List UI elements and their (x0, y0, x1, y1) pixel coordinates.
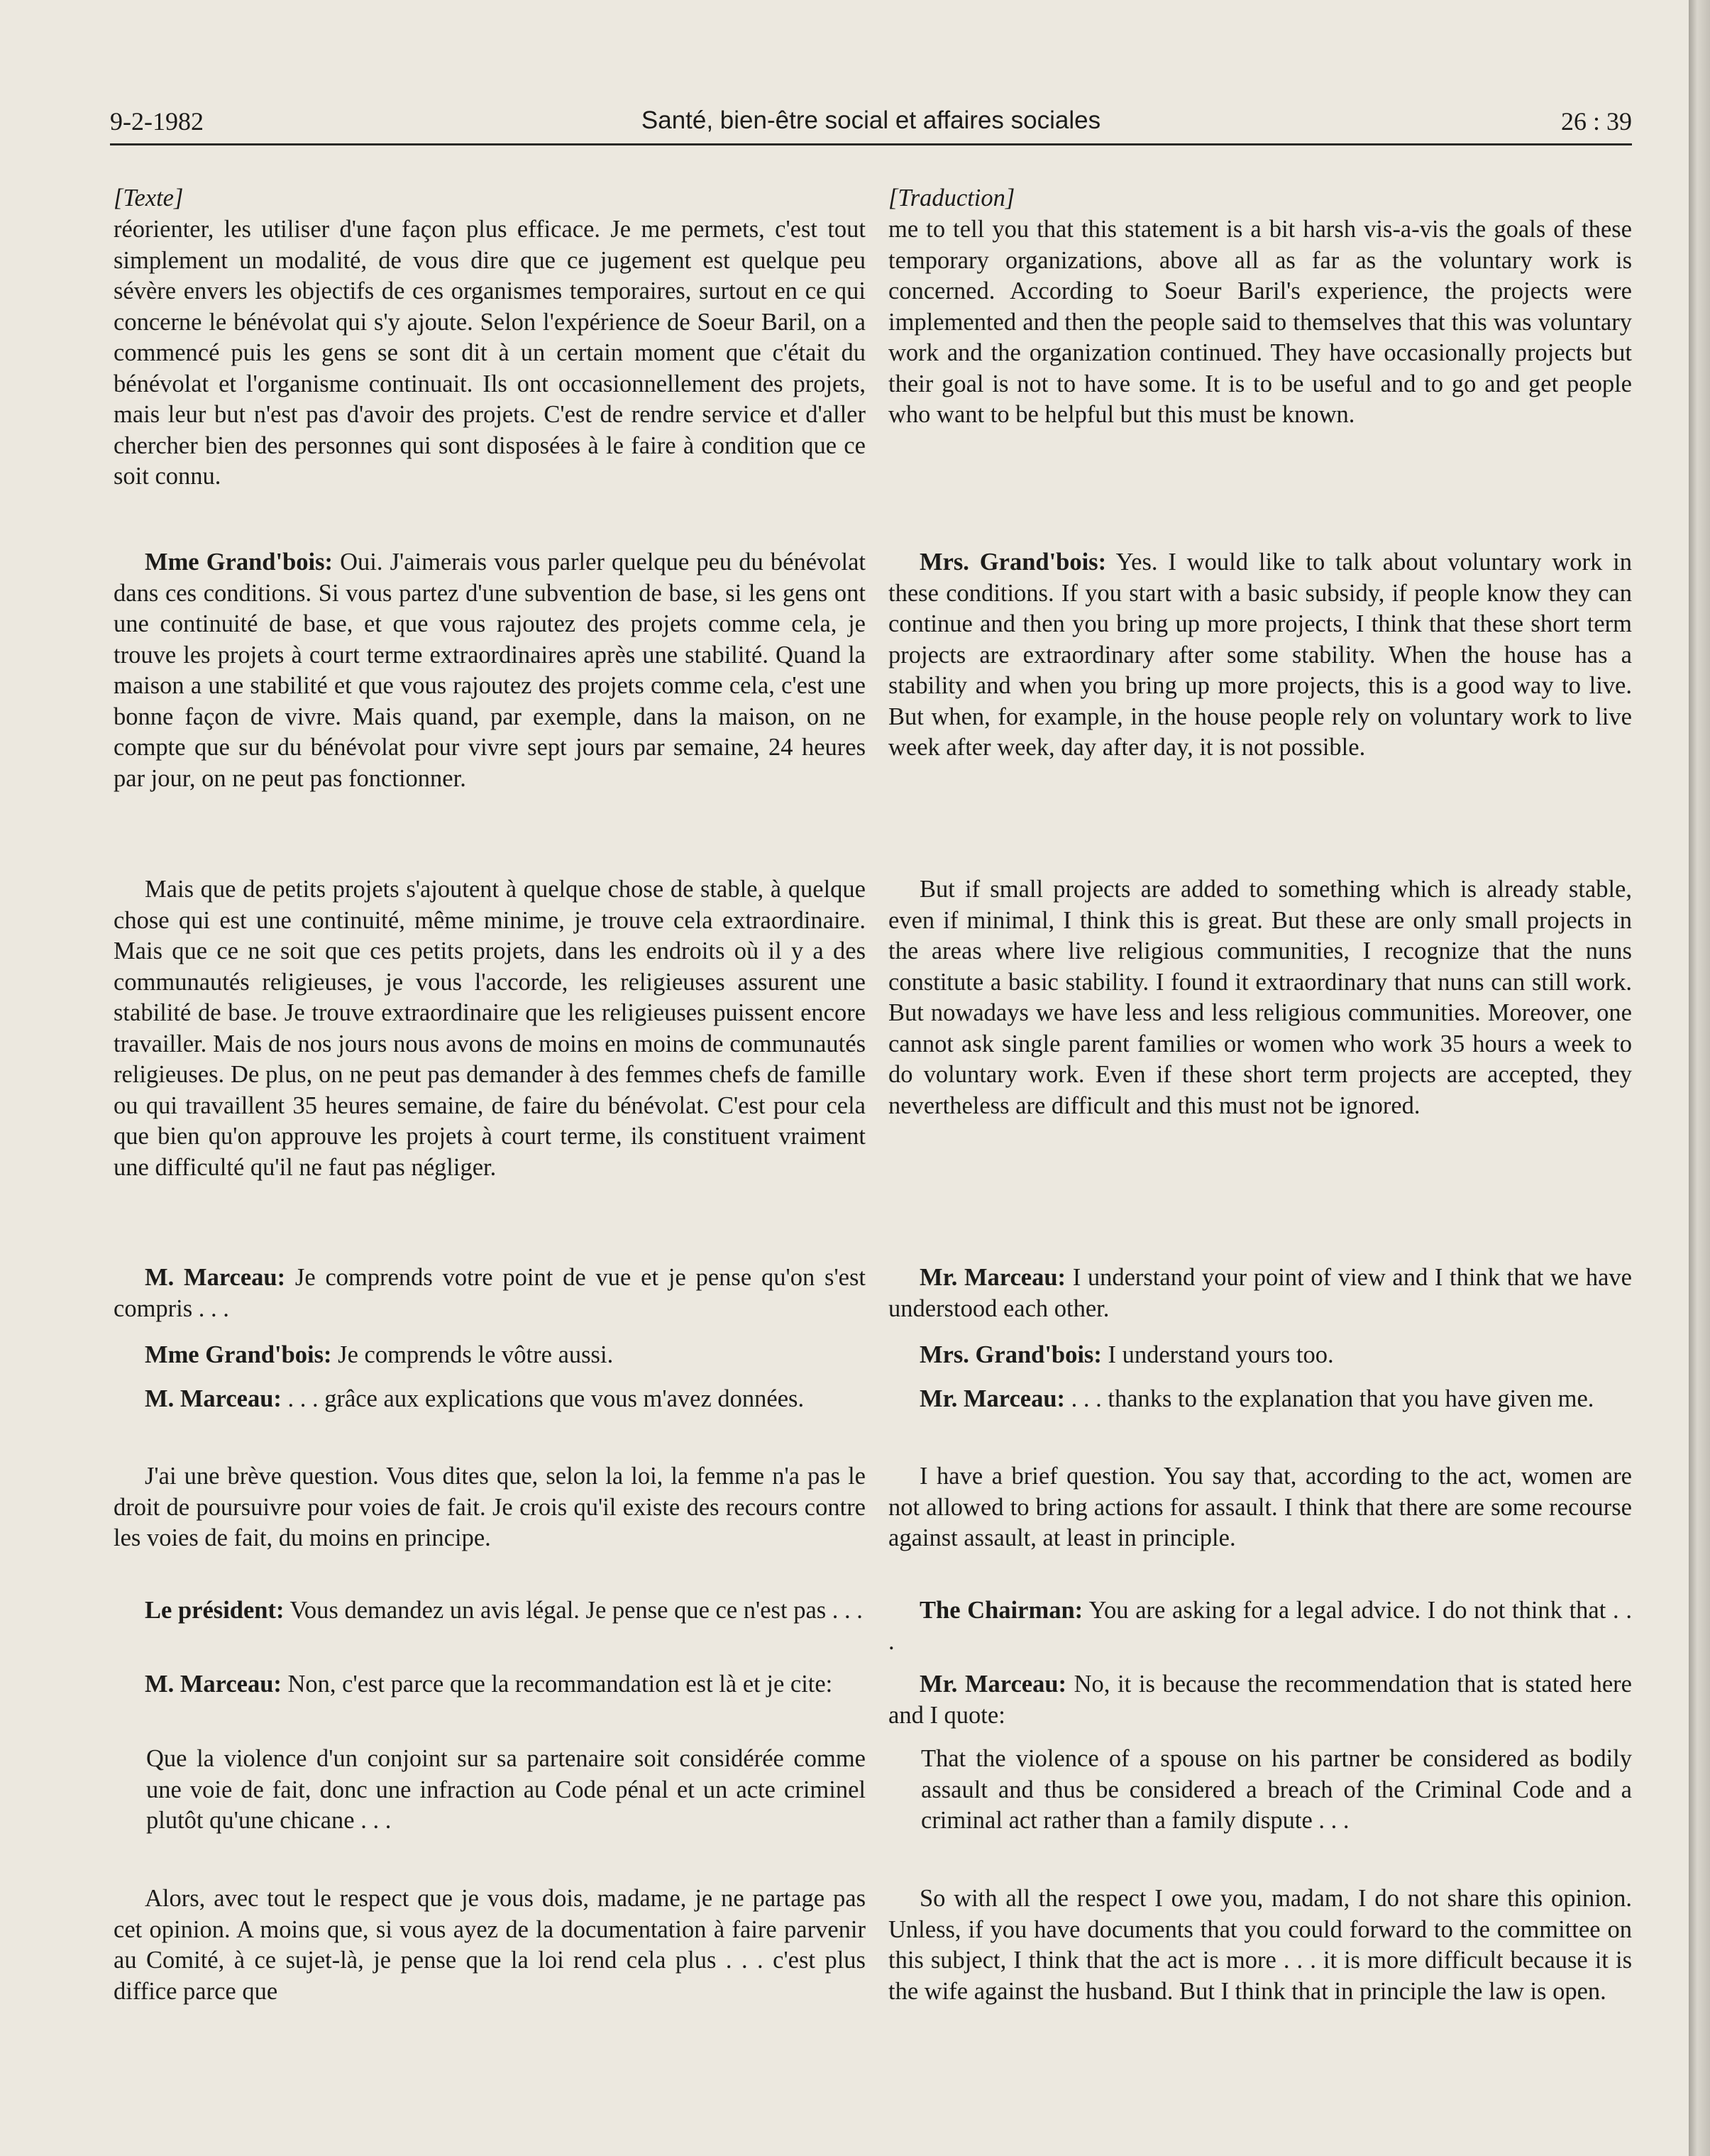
left-paragraph-9 (114, 1669, 866, 1700)
speaker-name: Mme Grand'bois: (145, 1341, 332, 1368)
speaker-name: Mrs. Grand'bois: (920, 549, 1107, 576)
right-paragraph-3: But if small projects are added to something which is already stable, even if minimal, I think this is great. But these are only small projects in the areas where live religious communities, I recognize that the nuns constitute a basic stability. I found it extraordinary that nuns can still work. But nowadays we have less and less religious communities. Moreover, one cannot ask single parent families or women who work 35 hours a week to do voluntary work. Even if these short term projects are accepted, they nevertheless are difficult and this must not be ignored. (888, 876, 1632, 1119)
page-edge-shadow (1689, 0, 1710, 2156)
left-paragraph-10: Alors, avec tout le respect que je vous dois, madame, je ne partage pas cet opinion. A moins que, si vous ayez de la documentation à faire parvenir au Comité, à ce sujet-là, je pense que la loi rend cela plus . . . c'est plus diffice parce que (114, 1885, 866, 2005)
left-paragraph-6 (114, 1384, 866, 1415)
speaker-name: Mr. Marceau: (920, 1671, 1067, 1698)
speaker-name: M. Marceau: (145, 1671, 282, 1698)
speaker-name: Mr. Marceau: (920, 1264, 1066, 1291)
right-paragraph-8 (888, 1595, 1632, 1657)
left-paragraph-4 (114, 1263, 866, 1324)
right-quotation: That the violence of a spouse on his partner be considered as bodily assault and thus be considered a breach of the Criminal Code and a criminal act rather than a family dispute . . . (921, 1745, 1632, 1834)
left-paragraph-5 (114, 1340, 866, 1371)
traduction-label: [Traduction] (888, 185, 1015, 211)
right-paragraph-6 (888, 1384, 1632, 1415)
texte-label: [Texte] (114, 185, 184, 211)
header-date: 9-2-1982 (110, 107, 204, 136)
speaker-name: Mr. Marceau: (920, 1385, 1066, 1412)
speech-text: Vous demandez un avis légal. Je pense que ce n'est pas . . . (284, 1597, 863, 1624)
page-header (110, 106, 1632, 146)
speech-text: . . . grâce aux explications que vous m'avez données. (281, 1385, 805, 1412)
speech-text: I understand your point of view and I think that we have understood each other. (888, 1264, 1632, 1322)
left-paragraph-1: réorienter, les utiliser d'une façon plus efficace. Je me permets, c'est tout simplement un modalité, de vous dire que ce jugement est quelque peu sévère envers les objectifs de ces organismes temporaires, surtout en ce qui concerne le bénévolat qui s'y ajoute. Selon l'expérience de Soeur Baril, on a commencé puis les gens se sont dit à un certain moment que c'était du bénévolat et l'organisme continuait. Ils ont occasionnellement des projets, mais leur but n'est pas d'avoir des projets. C'est de rendre service et d'aller chercher bien des personnes qui sont disposées à le faire à condition que ce soit connu. (114, 216, 866, 490)
speech-text: No, it is because the recommendation that is stated here and I quote: (888, 1671, 1632, 1729)
speech-text: Oui. J'aimerais vous parler quelque peu du bénévolat dans ces conditions. Si vous partez d'une subvention de base, si les gens ont une continuité de base, et que vous rajoutez des projets comme cela, je trouve les projets à court terme extraordinaires après une stabilité. Quand la maison a une stabilité et que vous rajoutez des projets comme cela, c'est une bonne façon de vivre. Mais quand, par exemple, dans la maison, on ne compte que sur du bénévolat pour vivre sept jours par semaine, 24 heures par jour, on ne peut pas fonctionner. (114, 549, 866, 792)
right-paragraph-9 (888, 1669, 1632, 1731)
left-paragraph-7: J'ai une brève question. Vous dites que, selon la loi, la femme n'a pas le droit de poursuivre pour voies de fait. Je crois qu'il existe des recours contre les voies de fait, du moins en principe. (114, 1463, 866, 1551)
speaker-name: Le président: (145, 1597, 285, 1624)
header-page-number: 26 : 39 (1560, 107, 1632, 136)
right-paragraph-4 (888, 1263, 1632, 1324)
speaker-name: M. Marceau: (145, 1385, 282, 1412)
left-paragraph-3: Mais que de petits projets s'ajoutent à quelque chose de stable, à quelque chose qui est une continuité, même minime, je trouve cela extraordinaire. Mais que ce ne soit que ces petits projets, dans les endroits où il y a des communautés religieuses, je vous l'accorde, les religieuses assurent une stabilité de base. Je trouve extraordinaire que les religieuses puissent encore travailler. Mais de nos jours nous avons de moins en moins de communautés religieuses. De plus, on ne peut pas demander à des femmes chefs de famille ou qui travaillent 35 heures semaine, de faire du bénévolat. C'est pour cela que bien qu'on approuve les projets à court terme, ils constituent vraiment une difficulté qu'il ne faut pas négliger. (114, 876, 866, 1181)
speaker-name: Mme Grand'bois: (145, 549, 333, 576)
speech-text: Je comprends votre point de vue et je pense qu'on s'est compris . . . (114, 1264, 866, 1322)
speaker-name: Mrs. Grand'bois: (920, 1341, 1102, 1368)
speech-text: Je comprends le vôtre aussi. (331, 1341, 614, 1368)
speech-text: Non, c'est parce que la recommandation est là et je cite: (281, 1671, 833, 1698)
speech-text: I understand yours too. (1101, 1341, 1334, 1368)
speech-text: . . . thanks to the explanation that you have given me. (1065, 1385, 1594, 1412)
right-paragraph-7: I have a brief question. You say that, according to the act, women are not allowed to bring actions for assault. I think that there are some recourse against assault, at least in principle. (888, 1463, 1632, 1551)
header-rule (110, 143, 1632, 145)
header-title: Santé, bien-être social et affaires sociales (641, 106, 1101, 134)
left-paragraph-8 (114, 1595, 866, 1627)
right-paragraph-2 (888, 547, 1632, 764)
right-paragraph-1: me to tell you that this statement is a bit harsh vis-a-vis the goals of these temporary organizations, above all as far as the voluntary work is concerned. According to Soeur Baril's experience, the projects were implemented and then the people said to themselves that this was voluntary work and the organization continued. They have occasionally projects but their goal is not to have some. It is to be useful and to go and get people who want to be helpful but this must be known. (888, 216, 1632, 428)
speech-text: You are asking for a legal advice. I do not think that . . . (888, 1597, 1632, 1655)
left-paragraph-2 (114, 547, 866, 794)
right-paragraph-10: So with all the respect I owe you, madam, I do not share this opinion. Unless, if you have documents that you could forward to the committee on this subject, I think that the act is more . . . it is more difficult because it is the wife against the husband. But I think that in principle the law is open. (888, 1885, 1632, 2005)
right-paragraph-5 (888, 1340, 1632, 1371)
speaker-name: The Chairman: (920, 1597, 1083, 1624)
speech-text: Yes. I would like to talk about voluntary work in these conditions. If you start with a basic subsidy, if people know they can continue and then you bring up more projects, I think that these short term projects are extraordinary after some stability. When the house has a stability and when you bring up more projects, this is a good way to live. But when, for example, in the house people rely on voluntary work to live week after week, day after day, it is not possible. (888, 549, 1632, 761)
left-quotation: Que la violence d'un conjoint sur sa partenaire soit considérée comme une voie de fait, donc une infraction au Code pénal et un acte criminel plutôt qu'une chicane . . . (146, 1745, 866, 1834)
speaker-name: M. Marceau: (145, 1264, 286, 1291)
